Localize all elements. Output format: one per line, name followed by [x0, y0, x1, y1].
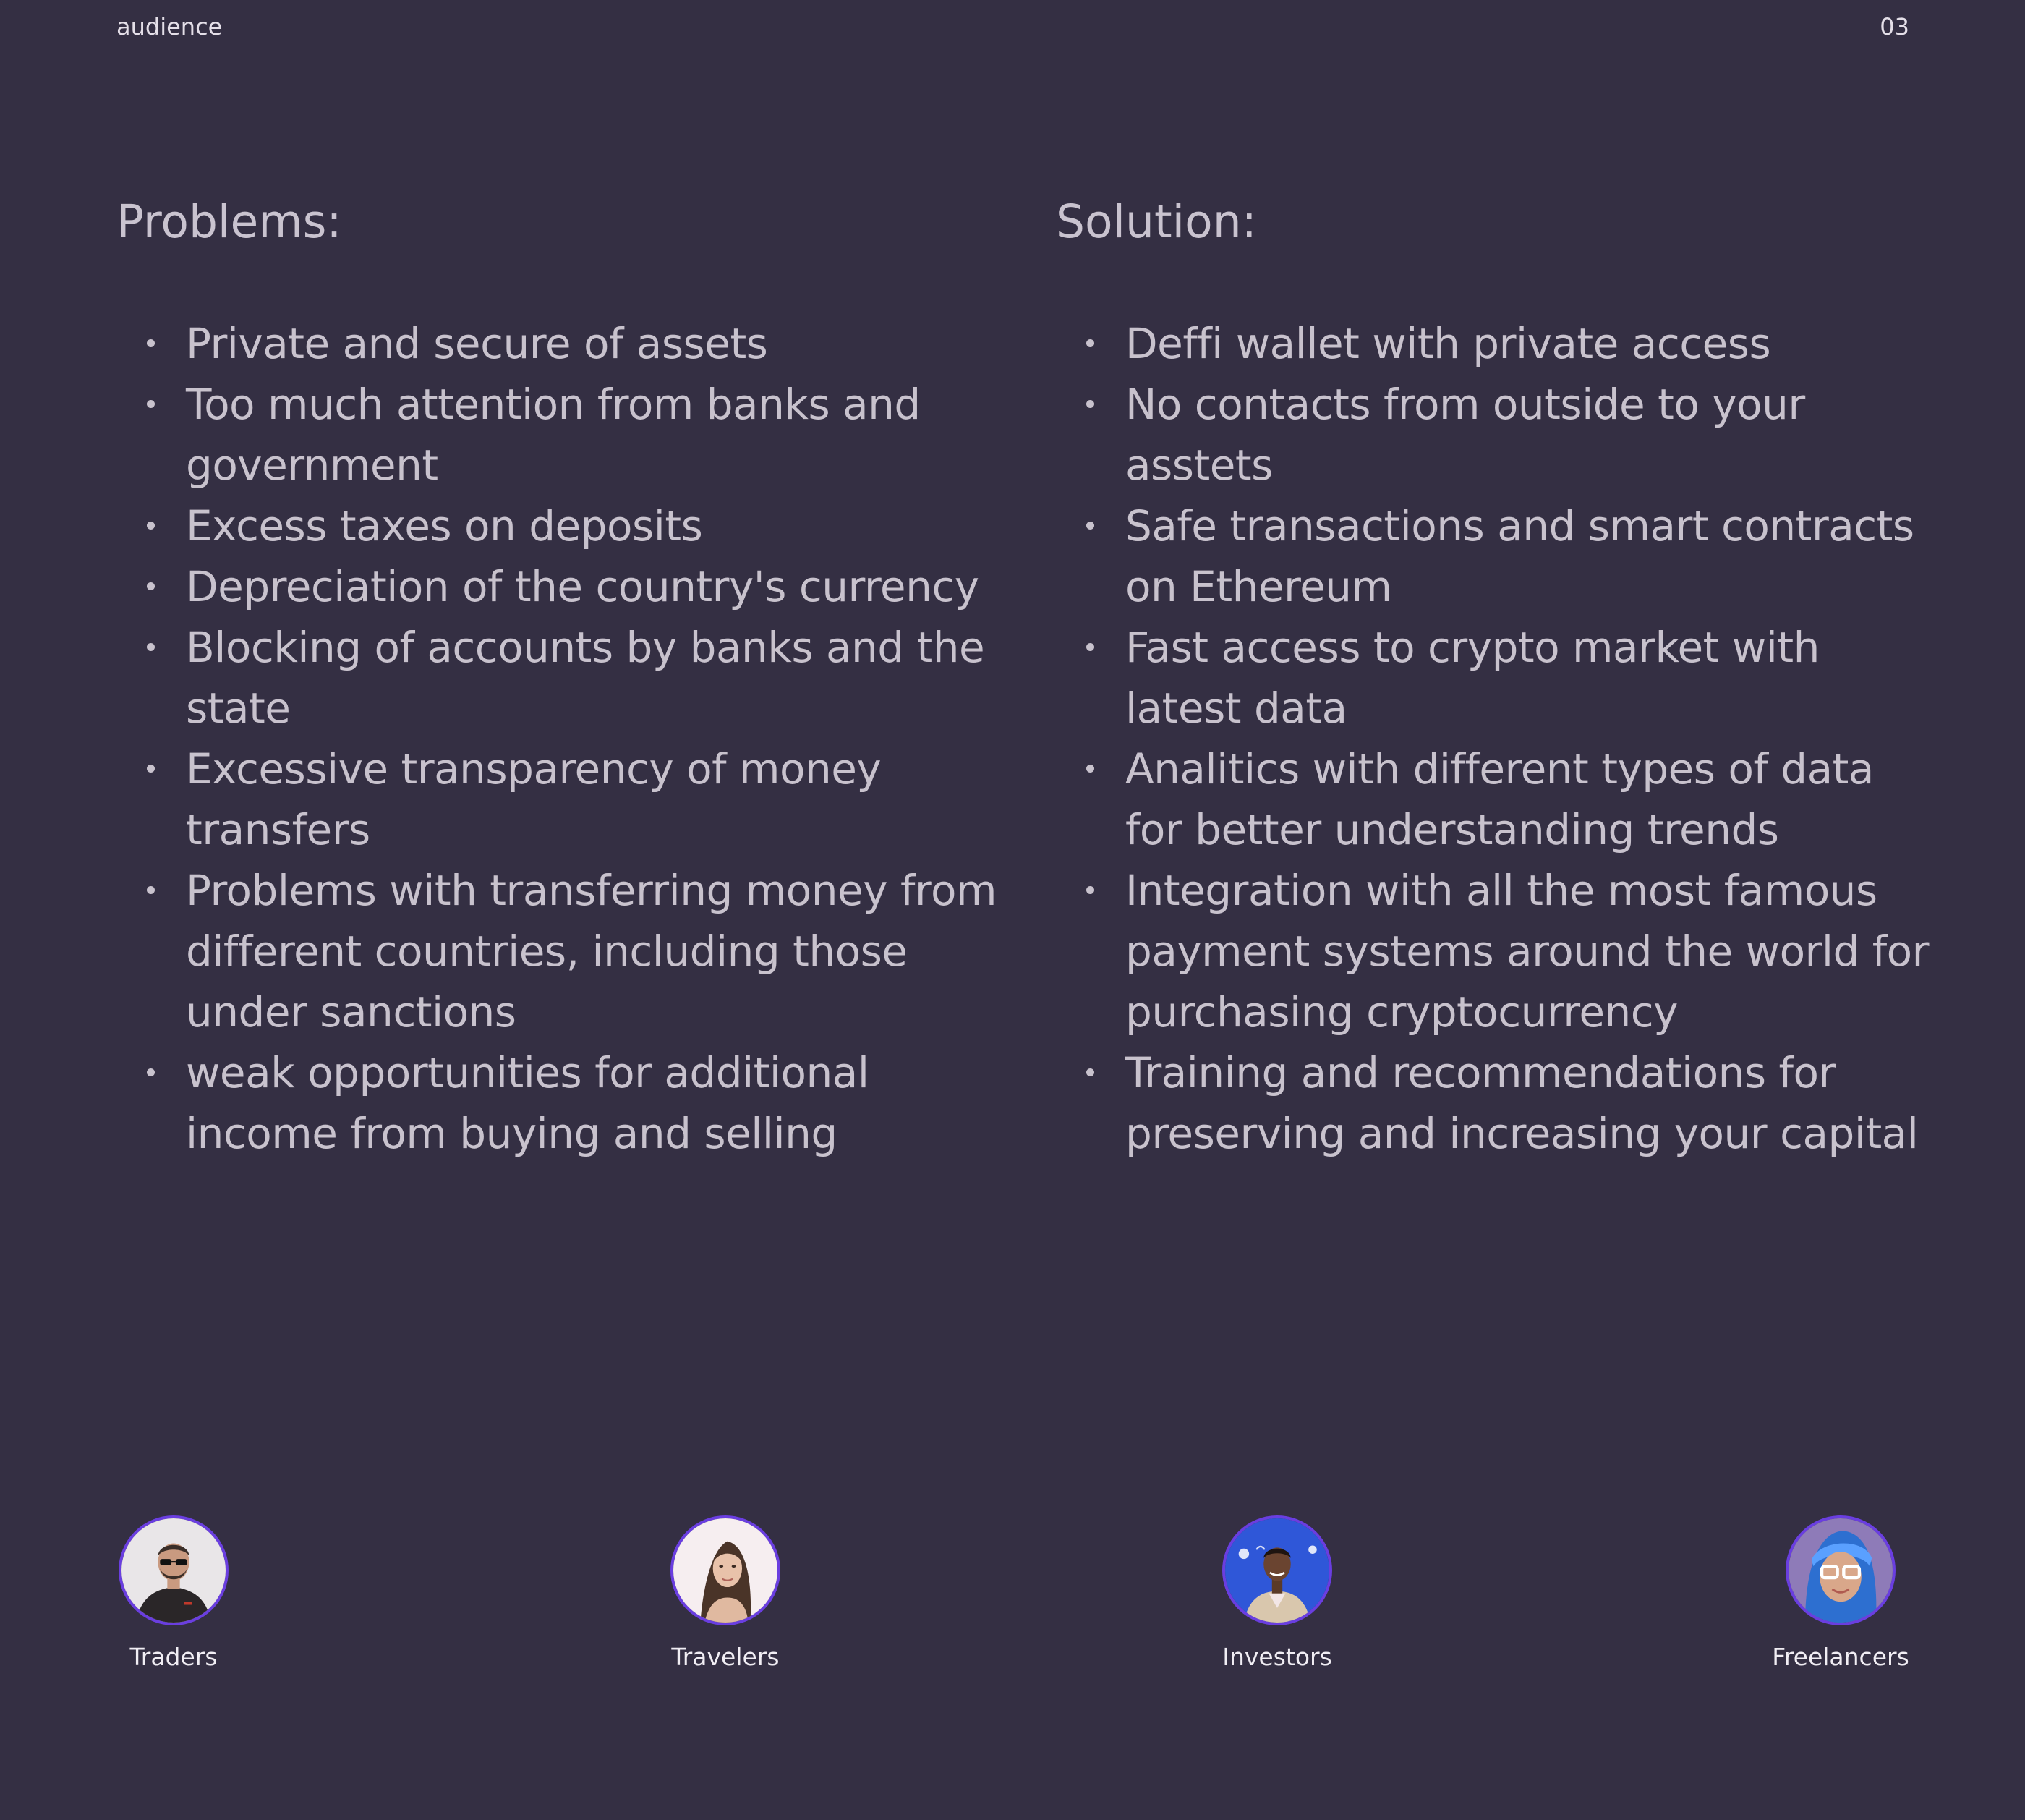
solution-item	[1056, 1042, 1931, 1164]
bullet-icon	[1086, 765, 1094, 773]
problem-text: Problems with transferring money from different countries, including those under sanctions	[186, 866, 997, 1037]
investor-avatar-icon	[1222, 1515, 1332, 1625]
solution-item	[1056, 496, 1931, 617]
trader-avatar-icon	[119, 1515, 229, 1625]
solution-text: Integration with all the most famous payment systems around the world for purchasing cryptocurrency	[1125, 866, 1930, 1037]
problem-item	[116, 496, 999, 556]
solution-column	[1056, 192, 1931, 1164]
solution-item	[1056, 617, 1931, 739]
solution-text: Deffi wallet with private access	[1125, 319, 1771, 368]
problems-heading: Problems:	[116, 195, 342, 248]
bullet-icon	[147, 400, 155, 408]
solution-text: Training and recommendations for preserving and increasing your capital	[1125, 1048, 1919, 1158]
problems-column	[116, 192, 999, 1164]
problem-text: Blocking of accounts by banks and the state	[186, 623, 985, 733]
audience-label: Freelancers	[1772, 1643, 1909, 1671]
audience-traders	[87, 1515, 260, 1671]
section-label: audience	[116, 13, 223, 41]
problem-item	[116, 1042, 999, 1164]
solution-item	[1056, 739, 1931, 860]
solution-list	[1056, 313, 1931, 1164]
audience-travelers	[639, 1515, 812, 1671]
problem-item	[116, 739, 999, 860]
audience-label: Travelers	[671, 1643, 780, 1671]
bullet-icon	[147, 765, 155, 773]
freelancer-avatar-icon	[1786, 1515, 1896, 1625]
solution-item	[1056, 313, 1931, 374]
problem-item	[116, 617, 999, 739]
solution-item	[1056, 374, 1931, 496]
problem-item	[116, 860, 999, 1042]
bullet-icon	[1086, 339, 1094, 347]
solution-heading: Solution:	[1056, 195, 1257, 248]
solution-text: Fast access to crypto market with latest data	[1125, 623, 1820, 733]
problem-text: Depreciation of the country's currency	[186, 562, 979, 611]
bullet-icon	[1086, 1068, 1094, 1076]
bullet-icon	[1086, 400, 1094, 408]
solution-text: No contacts from outside to your asstets	[1125, 380, 1805, 490]
problem-text: Too much attention from banks and government	[186, 380, 921, 490]
problem-item	[116, 313, 999, 374]
problem-text: weak opportunities for additional income from buying and selling	[186, 1048, 869, 1158]
bullet-icon	[147, 522, 155, 530]
audience-row	[0, 1515, 2025, 1704]
solution-text: Analitics with different types of data for better understanding trends	[1125, 744, 1874, 854]
problems-list	[116, 313, 999, 1164]
solution-text: Safe transactions and smart contracts on Ethereum	[1125, 501, 1914, 611]
bullet-icon	[147, 886, 155, 894]
audience-label: Traders	[129, 1643, 218, 1671]
problem-text: Excess taxes on deposits	[186, 501, 703, 550]
problem-item	[116, 556, 999, 617]
audience-investors	[1190, 1515, 1364, 1671]
problem-item	[116, 374, 999, 496]
bullet-icon	[1086, 886, 1094, 894]
bullet-icon	[1086, 522, 1094, 530]
bullet-icon	[147, 582, 155, 590]
traveler-avatar-icon	[670, 1515, 780, 1625]
audience-label: Investors	[1222, 1643, 1332, 1671]
bullet-icon	[147, 643, 155, 651]
problem-text: Private and secure of assets	[186, 319, 768, 368]
bullet-icon	[147, 1068, 155, 1076]
problem-text: Excessive transparency of money transfers	[186, 744, 882, 854]
bullet-icon	[147, 339, 155, 347]
bullet-icon	[1086, 643, 1094, 651]
page-number: 03	[1880, 13, 1909, 41]
solution-item	[1056, 860, 1931, 1042]
audience-freelancers	[1754, 1515, 1927, 1671]
